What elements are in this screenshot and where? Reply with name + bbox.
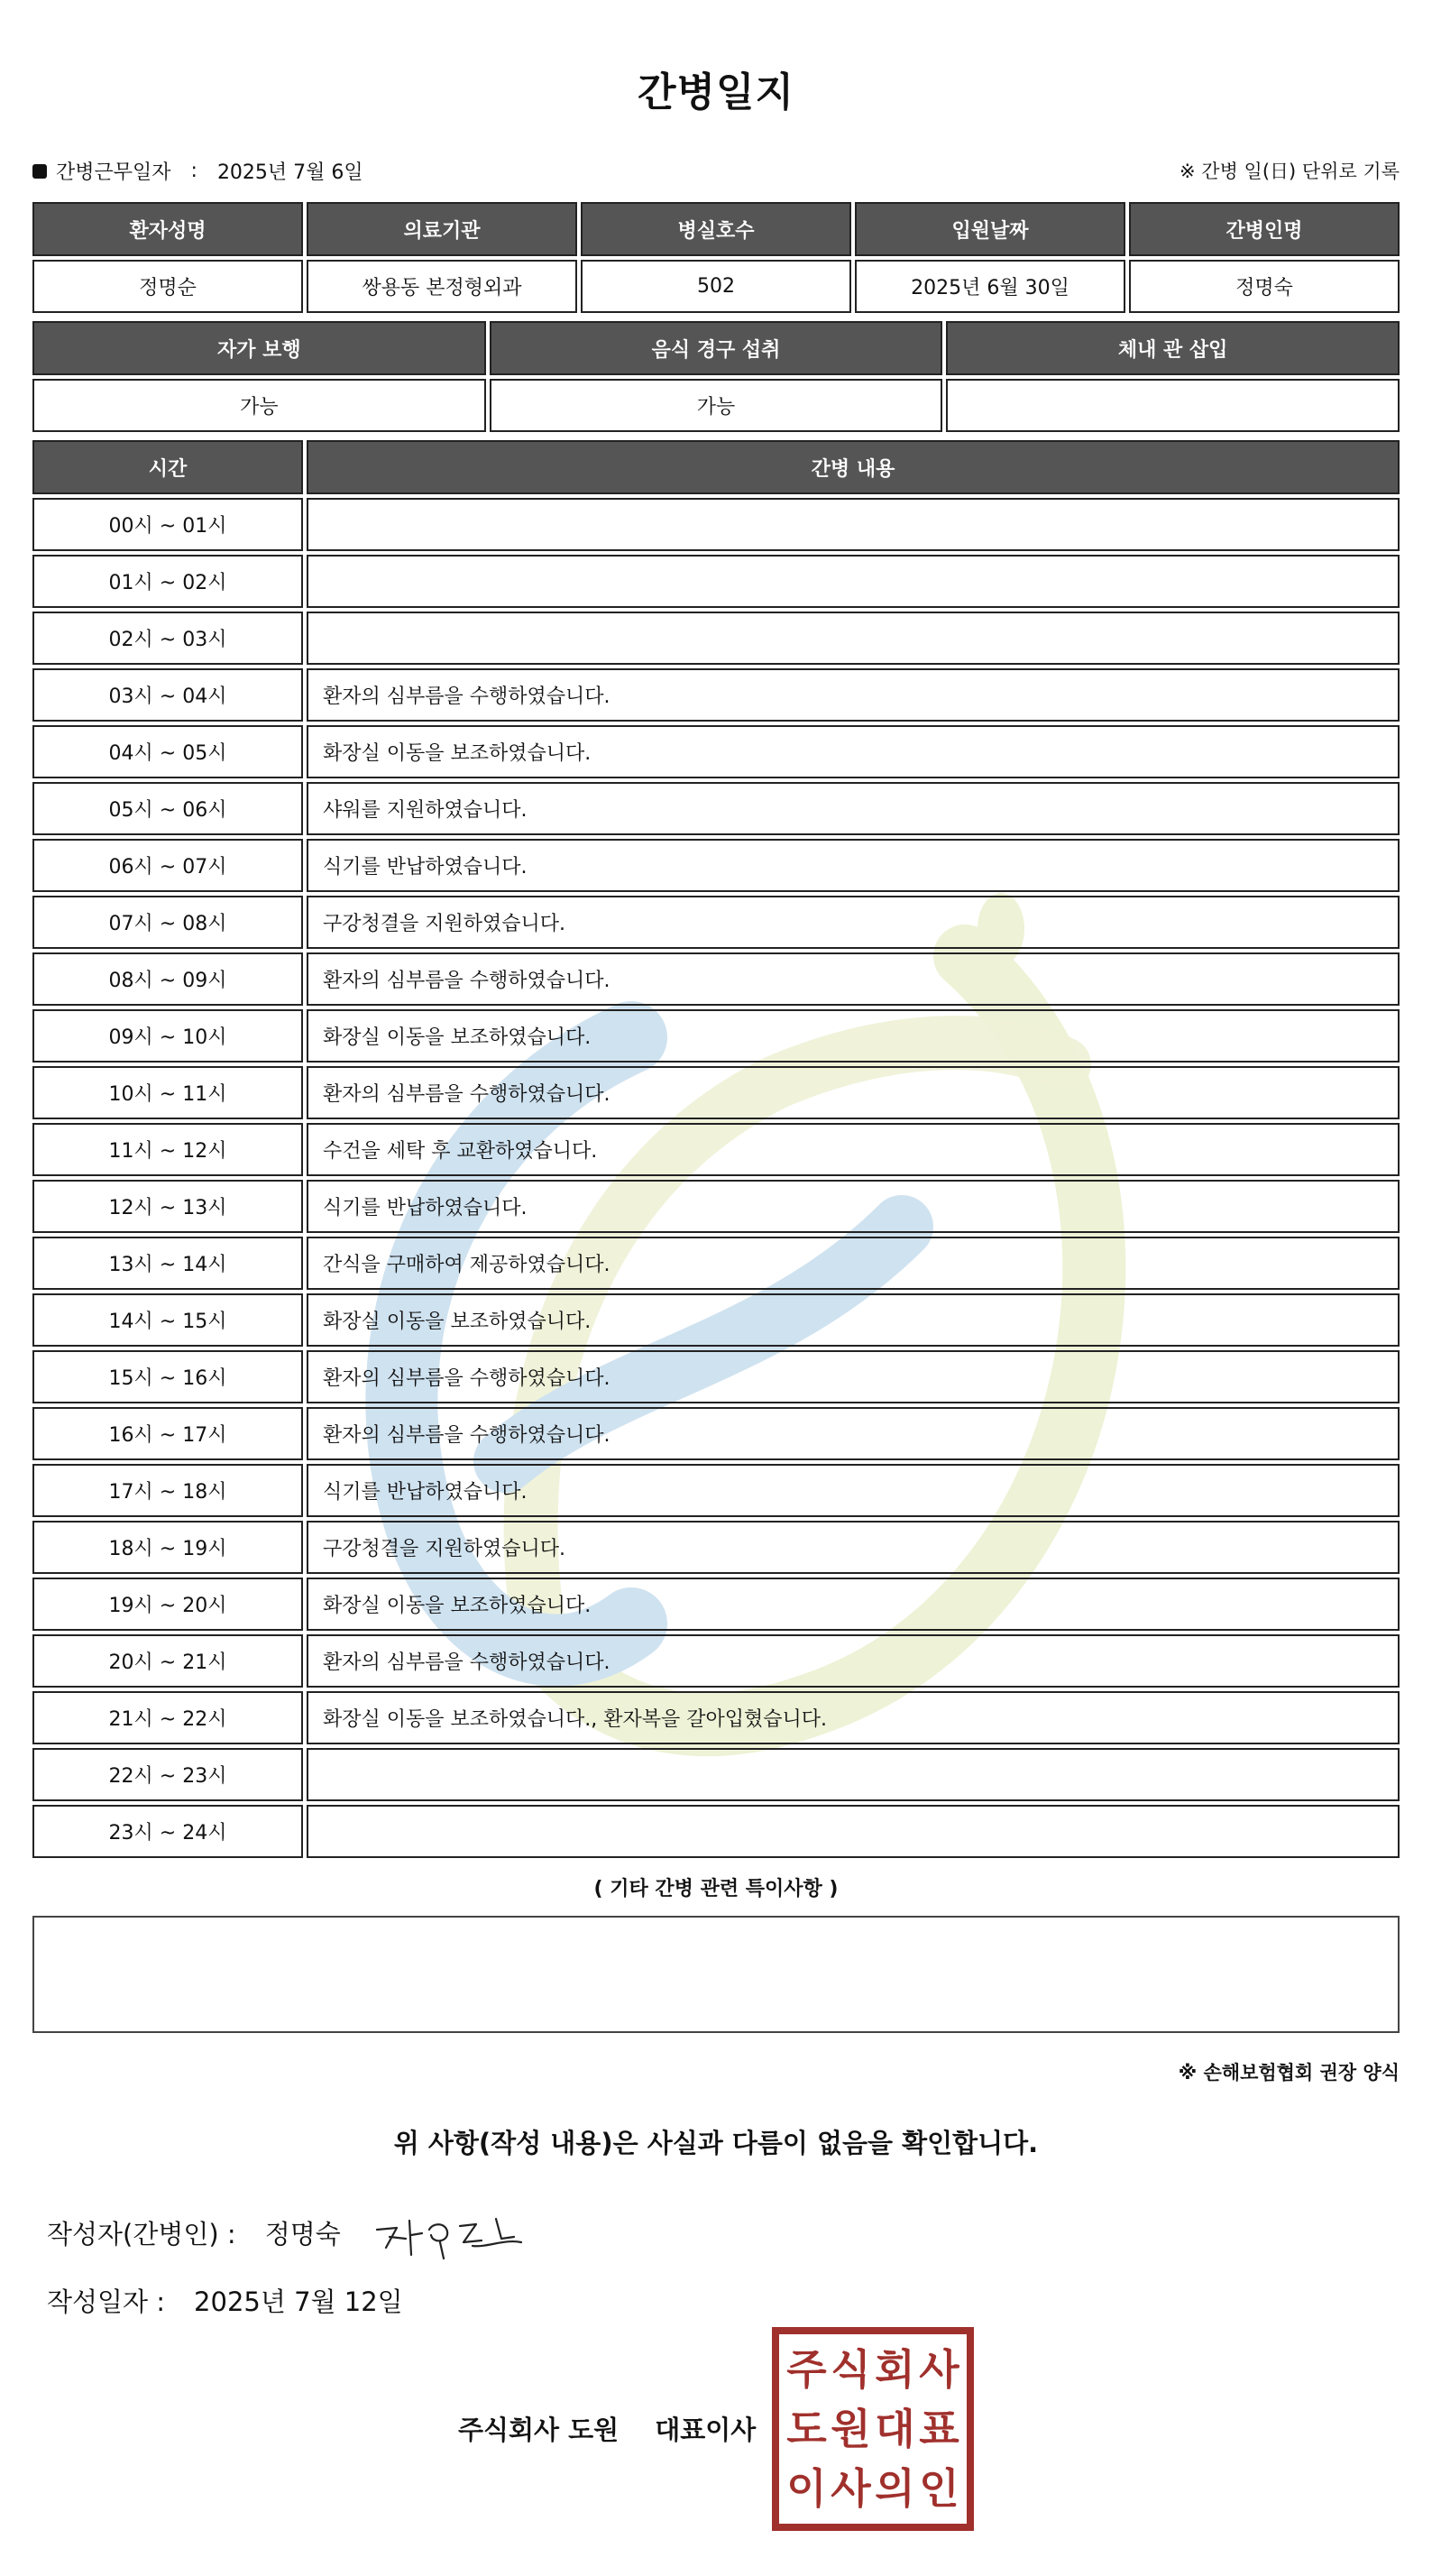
admission-date: 2025년 6월 30일 [855,260,1125,313]
table-row [32,1578,1400,1631]
time-cell: 22시 ~ 23시 [32,1748,303,1801]
remarks-box [32,1916,1400,2033]
time-cell: 06시 ~ 07시 [32,839,303,892]
table-row [32,498,1400,551]
company-row [458,2410,756,2447]
header-room-number: 병실호수 [581,202,851,256]
time-cell: 12시 ~ 13시 [32,1180,303,1233]
care-content-cell: 식기를 반납하였습니다. [307,839,1400,892]
table-row [32,896,1400,949]
care-content-cell: 샤워를 지원하였습니다. [307,782,1400,835]
header-self-walking: 자가 보행 [32,321,486,375]
care-log-rows [32,498,1400,1858]
care-content-cell: 화장실 이동을 보조하였습니다. [307,725,1400,778]
care-content-cell: 환자의 심부름을 수행하였습니다. [307,952,1400,1006]
time-cell: 07시 ~ 08시 [32,896,303,949]
oral-intake: 가능 [490,379,943,432]
care-content-cell [307,555,1400,608]
table-row [32,1464,1400,1517]
table-row [32,1009,1400,1063]
table-row [32,725,1400,778]
table-row [32,1123,1400,1176]
time-cell: 05시 ~ 06시 [32,782,303,835]
header-hospital: 의료기관 [307,202,577,256]
care-content-cell: 수건을 세탁 후 교환하였습니다. [307,1123,1400,1176]
time-cell: 19시 ~ 20시 [32,1578,303,1631]
time-cell: 15시 ~ 16시 [32,1350,303,1403]
company-seal-icon [772,2327,974,2531]
status-info-table [29,317,1403,436]
time-cell: 02시 ~ 03시 [32,612,303,665]
seal-character: 대 [875,2405,915,2453]
company-name: 주식회사 도원 [458,2415,620,2445]
header-oral-intake: 음식 경구 섭취 [490,321,943,375]
room-number: 502 [581,260,851,313]
care-log-table [29,437,1403,1862]
writer-name: 정명숙 [264,2219,341,2249]
seal-character: 표 [919,2405,959,2453]
header-care-content: 간병 내용 [307,440,1400,494]
square-bullet-icon [32,164,47,179]
meta-row [32,157,1400,189]
seal-character: 식 [831,2345,871,2394]
care-content-cell [307,498,1400,551]
table-row [32,1634,1400,1688]
table-row [32,1407,1400,1460]
signature-icon [370,2203,532,2266]
care-content-cell: 환자의 심부름을 수행하였습니다. [307,1634,1400,1688]
table-row [32,555,1400,608]
care-content-cell [307,1805,1400,1858]
seal-character: 인 [919,2464,959,2513]
time-cell: 18시 ~ 19시 [32,1521,303,1574]
time-cell: 21시 ~ 22시 [32,1691,303,1744]
confirm-text: 위 사항(작성 내용)은 사실과 다름이 없음을 확인합니다. [393,2128,1039,2158]
table-row [32,839,1400,892]
care-content-cell: 화장실 이동을 보조하였습니다. [307,1578,1400,1631]
written-date-row [47,2282,403,2319]
seal-character: 사 [919,2345,959,2394]
time-cell: 03시 ~ 04시 [32,668,303,722]
time-cell: 08시 ~ 09시 [32,952,303,1006]
table-row [32,782,1400,835]
time-cell: 23시 ~ 24시 [32,1805,303,1858]
work-date [32,157,363,185]
work-date-colon: : [190,160,197,182]
time-cell: 04시 ~ 05시 [32,725,303,778]
time-cell: 11시 ~ 12시 [32,1123,303,1176]
time-cell: 16시 ~ 17시 [32,1407,303,1460]
seal-character: 주 [786,2345,827,2394]
table-row [32,1180,1400,1233]
caregiver-name: 정명숙 [1129,260,1400,313]
table-row [32,668,1400,722]
patient-info-table [29,198,1403,317]
unit-note: ※ 간병 일(日) 단위로 기록 [1180,161,1400,182]
table-row [32,612,1400,665]
table-row [32,1748,1400,1801]
header-patient-name: 환자성명 [32,202,303,256]
table-row [32,1521,1400,1574]
care-content-cell: 환자의 심부름을 수행하였습니다. [307,1407,1400,1460]
work-date-value: 2025년 7월 6일 [216,161,363,184]
seal-character: 원 [831,2405,871,2453]
seal-character: 이 [786,2464,827,2513]
care-content-cell: 구강청결을 지원하였습니다. [307,1521,1400,1574]
table-row [32,1350,1400,1403]
time-cell: 13시 ~ 14시 [32,1237,303,1290]
care-content-cell: 식기를 반납하였습니다. [307,1464,1400,1517]
table-row [32,1293,1400,1347]
time-cell: 01시 ~ 02시 [32,555,303,608]
page-title: 간병일지 [637,69,794,115]
seal-character: 사 [831,2464,871,2513]
time-cell: 00시 ~ 01시 [32,498,303,551]
self-walking: 가능 [32,379,486,432]
header-caregiver-name: 간병인명 [1129,202,1400,256]
table-row [32,952,1400,1006]
time-cell: 09시 ~ 10시 [32,1009,303,1063]
tube-insertion [946,379,1400,432]
written-date-label: 작성일자 : [47,2286,166,2317]
ceo-title: 대표이사 [655,2415,757,2445]
seal-character: 회 [875,2345,915,2394]
table-row [32,1805,1400,1858]
header-tube-insertion: 체내 관 삽입 [946,321,1400,375]
care-content-cell: 환자의 심부름을 수행하였습니다. [307,668,1400,722]
care-content-cell [307,1748,1400,1801]
care-content-cell: 화장실 이동을 보조하였습니다. [307,1009,1400,1063]
recommend-note: ※ 손해보험협회 권장 양식 [1178,2062,1400,2084]
header-admission-date: 입원날짜 [855,202,1125,256]
work-date-label: 간병근무일자 [56,161,171,184]
writer-row [47,2214,341,2251]
table-row [32,1691,1400,1744]
table-row [32,1066,1400,1119]
writer-label: 작성자(간병인) : [47,2219,236,2249]
care-content-cell: 식기를 반납하였습니다. [307,1180,1400,1233]
table-row [32,1237,1400,1290]
care-content-cell: 화장실 이동을 보조하였습니다. [307,1293,1400,1347]
care-content-cell: 구강청결을 지원하였습니다. [307,896,1400,949]
care-content-cell: 간식을 구매하여 제공하였습니다. [307,1237,1400,1290]
time-cell: 14시 ~ 15시 [32,1293,303,1347]
time-cell: 20시 ~ 21시 [32,1634,303,1688]
seal-character: 의 [875,2464,915,2513]
remarks-title: ( 기타 간병 관련 특이사항 ) [593,1878,839,1900]
header-time: 시간 [32,440,303,494]
care-content-cell [307,612,1400,665]
care-content-cell: 환자의 심부름을 수행하였습니다. [307,1066,1400,1119]
time-cell: 10시 ~ 11시 [32,1066,303,1119]
hospital: 쌍용동 본정형외과 [307,260,577,313]
care-content-cell: 환자의 심부름을 수행하였습니다. [307,1350,1400,1403]
patient-name: 정명순 [32,260,303,313]
seal-character: 도 [786,2405,827,2453]
care-content-cell: 화장실 이동을 보조하였습니다., 환자복을 갈아입혔습니다. [307,1691,1400,1744]
time-cell: 17시 ~ 18시 [32,1464,303,1517]
written-date-value: 2025년 7월 12일 [194,2286,403,2317]
